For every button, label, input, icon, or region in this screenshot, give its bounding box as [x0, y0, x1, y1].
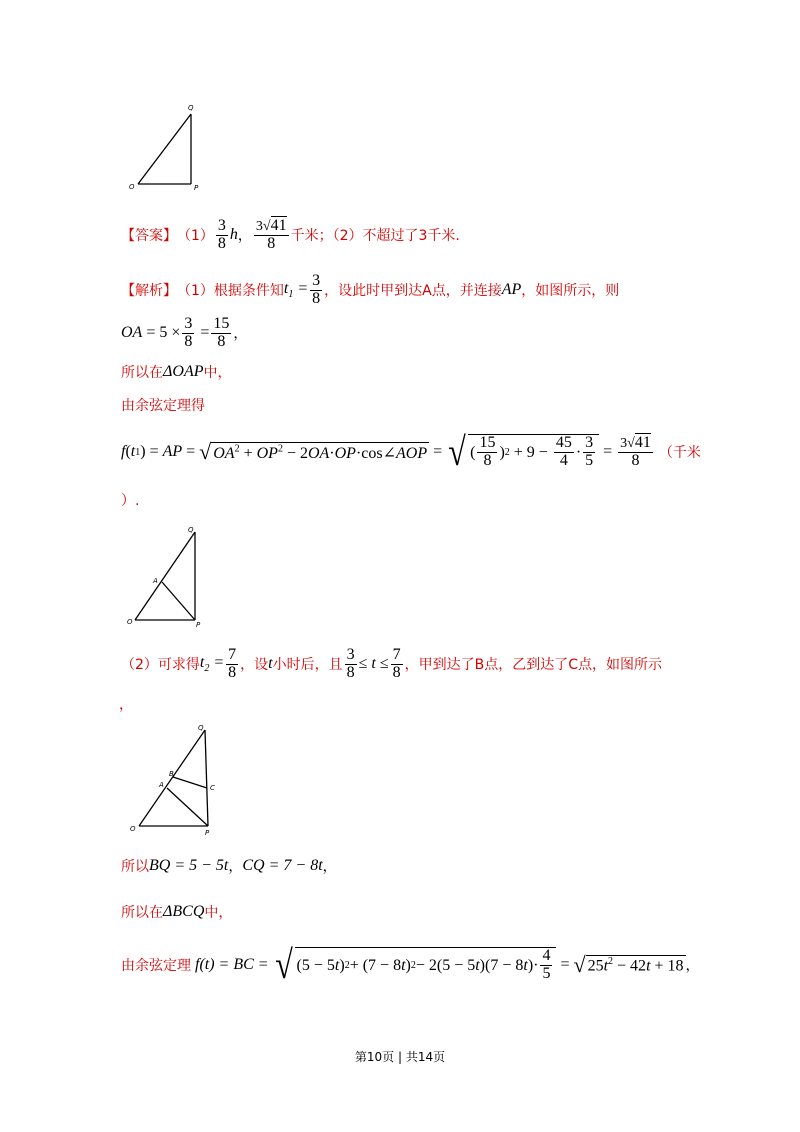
label-a: A: [153, 577, 158, 585]
fraction-3-8: $\frac{3}{8}$: [217, 217, 226, 252]
var-t: t: [268, 655, 273, 673]
triangle-bcq-line: [121, 902, 232, 922]
fraction-t1: $\frac{3}{8}$: [312, 272, 321, 307]
analysis-line1-suffix: ，如图所示，则: [521, 283, 620, 300]
segment-ap: [167, 788, 208, 826]
unit-open: （千米: [658, 445, 701, 461]
cosine-law-text: 由余弦定理: [121, 958, 191, 974]
label-c: C: [210, 784, 215, 792]
triangle-bcq: ΔBCQ: [163, 903, 205, 920]
answer-h: h: [229, 226, 238, 244]
fraction-7-8-upper: $\frac{7}{8}$: [392, 646, 401, 681]
segment-oq: [138, 114, 191, 184]
t1-eq: $t_1$ =: [283, 280, 309, 301]
label-o: O: [129, 183, 135, 191]
end-comma: ，: [322, 859, 337, 875]
segment-pq: [205, 730, 208, 826]
label-a: A: [159, 781, 164, 789]
part2-trailing-comma: ，: [119, 697, 133, 713]
f-bc: f(t) = BC =: [195, 956, 269, 973]
label-q: Q: [188, 526, 194, 534]
oa-equation: OA = 5 × $\frac{3}{8}$ = $\frac{15}{8}$ ，: [121, 315, 248, 350]
bq-cq-line: [121, 856, 337, 876]
separator: ，: [228, 859, 243, 875]
page-footer: 第10页 | 共14页: [354, 1050, 446, 1064]
label-b: B: [169, 770, 174, 778]
answer-comma: ，: [237, 228, 252, 245]
analysis-tag: 【解析】: [121, 283, 177, 300]
label-p: P: [205, 829, 210, 836]
segment-oq: [139, 730, 205, 826]
figure-triangle-with-b-c: [125, 718, 225, 836]
part2-mid1: ，设: [240, 657, 269, 674]
t2-eq: $t_2$ =: [199, 654, 225, 675]
so-in-suffix: 中，: [203, 365, 232, 381]
answer-tag: 【答案】: [121, 228, 177, 245]
so-in-suffix-2: 中，: [204, 905, 233, 921]
segment-ap-text: AP: [501, 281, 522, 299]
part2-mid3: ，甲到达了B点，乙到达了C点，如图所示: [404, 657, 663, 674]
segment-bc: [173, 777, 207, 788]
so-in-text-2: 所以在: [121, 905, 163, 921]
fraction-3-8-lower: $\frac{3}{8}$: [346, 646, 355, 681]
ft-end-comma: ，: [685, 958, 700, 974]
triangle-oap: ΔOAP: [163, 363, 204, 380]
analysis-line-4: 由余弦定理得: [121, 398, 205, 414]
label-q: Q: [188, 104, 194, 112]
label-o: O: [130, 825, 136, 833]
fraction-3sqrt41-8: $\frac{3√41}{8}$: [255, 217, 287, 252]
fraction-t2: $\frac{7}{8}$: [228, 646, 237, 681]
figure-triangle-opq-with-a: [122, 523, 212, 631]
cq-equation: CQ = 7 − 8t: [242, 857, 323, 874]
analysis-line-1: [121, 273, 619, 308]
bq-equation: BQ = 5 − 5t: [149, 857, 229, 874]
label-p: P: [196, 621, 201, 629]
so-text: 所以: [121, 859, 149, 875]
analysis-line1-middle: ，设此时甲到达A点，并连接: [324, 283, 502, 300]
segment-oq: [135, 532, 195, 620]
answer-line: [121, 218, 460, 253]
ft1-equation: f ( t 1 ) = AP = √ $OA^2 + OP^2$ − 2OA·OP·cos∠AOP = √ ( $\frac{15}{8}$ ) 2 + 9 − $\frac{45}{4}$ · $\frac{3}{5}$ = $\frac{3√41}{8}$ （千米: [121, 429, 701, 474]
part2-mid2: 小时后，且: [272, 657, 343, 674]
answer-unit-and-part2: 千米；（2）不超过了3千米.: [290, 228, 460, 245]
analysis-line1-prefix: （1）根据条件知: [177, 283, 284, 300]
inequality-t: ≤ t ≤: [358, 655, 389, 673]
unit-close: ）.: [121, 493, 140, 509]
part2-prefix: （2）可求得: [121, 657, 200, 674]
part2-line: [121, 647, 662, 682]
so-in-text: 所以在: [121, 365, 163, 381]
analysis-line-3: [121, 362, 232, 382]
segment-ap: [162, 582, 195, 620]
figure-triangle-opq: [125, 100, 215, 195]
label-q: Q: [198, 724, 204, 732]
label-p: P: [194, 184, 199, 192]
ft-equation: 由余弦定理 f(t) = BC = √ (5 − 5 t ) 2 + (7 − 8 t ) 2 − 2(5 − 5 t )(7 − 8 t )· $\frac{4}{5}$ = √ $25t^2 - 42t + 18$ ，: [121, 942, 700, 987]
answer-part1-prefix: （1）: [177, 228, 214, 245]
label-o: O: [127, 618, 133, 626]
